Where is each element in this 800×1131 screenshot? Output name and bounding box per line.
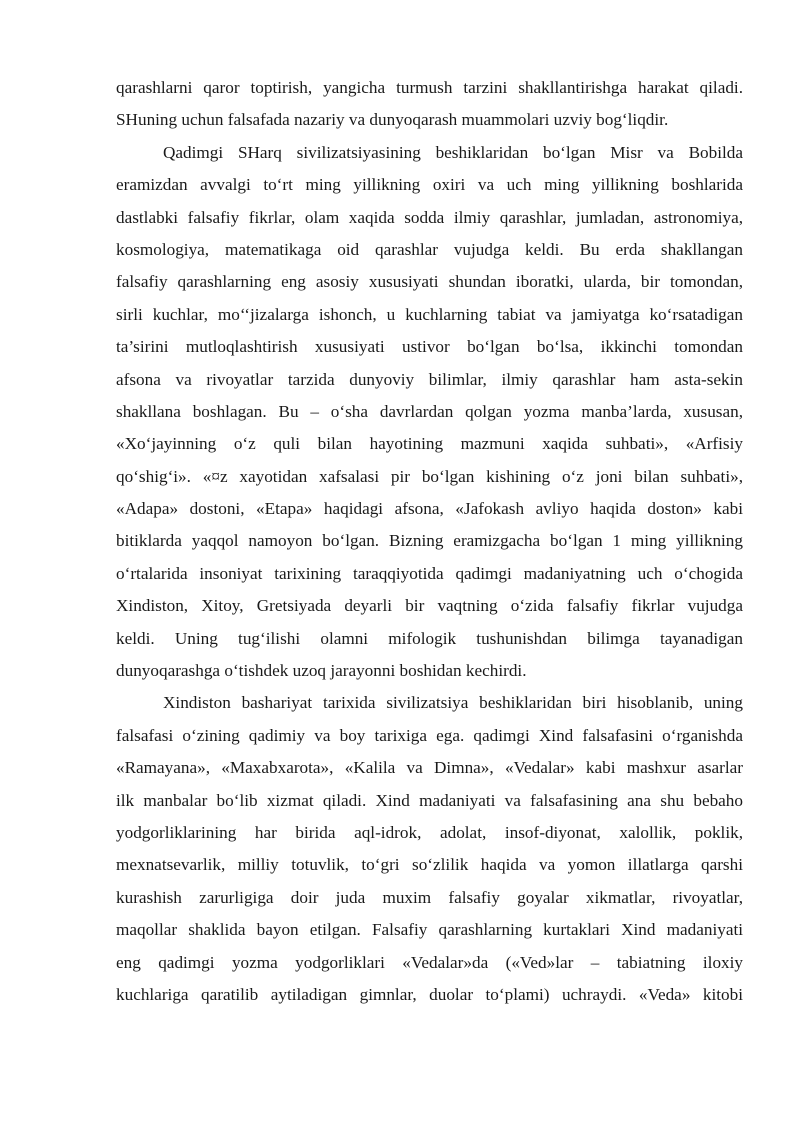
body-text	[116, 72, 743, 1011]
text-line: dastlabki falsafiy fikrlar, olam xaqida sodda ilmiy qarashlar, jumladan, astronomiya,	[116, 207, 743, 227]
text-line: afsona va rivoyatlar tarzida dunyoviy bilimlar, ilmiy qarashlar ham asta-sekin	[116, 369, 743, 389]
text-line: Xindiston bashariyat tarixida sivilizatsiya beshiklaridan biri hisoblanib, uning	[163, 693, 743, 713]
text-line: eng qadimgi yozma yodgorliklari «Vedalar»da («Ved»lar – tabiatning iloxiy	[116, 952, 743, 972]
text-line: kuchlariga qaratilib aytiladigan gimnlar, duolar to‘plami) uchraydi. «Veda» kitobi	[116, 984, 743, 1004]
text-line: shakllana boshlagan. Bu – o‘sha davrlardan qolgan yozma manba’larda, xususan,	[116, 401, 743, 421]
text-line: falsafiy qarashlarning eng asosiy xususiyati shundan iboratki, ularda, bir tomondan,	[116, 272, 743, 292]
text-line: bitiklarda yaqqol namoyon bo‘lgan. Bizning eramizgacha bo‘lgan 1 ming yillikning	[116, 531, 743, 551]
text-line: «Xo‘jayinning o‘z quli bilan hayotining mazmuni xaqida suhbati», «Arfisiy	[116, 434, 743, 454]
text-line: keldi. Uning tug‘ilishi olamni mifologik tushunishdan bilimga tayanadigan	[116, 628, 743, 648]
text-line: SHuning uchun falsafada nazariy va dunyoqarash muammolari uzviy bog‘liqdir.	[116, 110, 669, 130]
text-line: dunyoqarashga o‘tishdek uzoq jarayonni boshidan kechirdi.	[116, 661, 527, 681]
text-line: «Adapa» dostoni, «Etapa» haqidagi afsona, «Jafokash avliyo haqida doston» kabi	[116, 499, 743, 519]
text-line: eramizdan avvalgi to‘rt ming yillikning oxiri va uch ming yillikning boshlarida	[116, 175, 743, 195]
text-line: ilk manbalar bo‘lib xizmat qiladi. Xind madaniyati va falsafasining ana shu bebaho	[116, 790, 743, 810]
text-line: mexnatsevarlik, milliy totuvlik, to‘gri so‘zlilik haqida va yomon illatlarga qarshi	[116, 855, 743, 875]
text-line: yodgorliklarining har birida aql-idrok, adolat, insof-diyonat, xalollik, poklik,	[116, 822, 743, 842]
text-line: falsafasi o‘zining qadimiy va boy tarixiga ega. qadimgi Xind falsafasini o‘rganishda	[116, 725, 743, 745]
text-line: ta’sirini mutloqlashtirish xususiyati ustivor bo‘lgan bo‘lsa, ikkinchi tomondan	[116, 337, 743, 357]
text-line: Xindiston, Xitoy, Gretsiyada deyarli bir vaqtning o‘zida falsafiy fikrlar vujudga	[116, 596, 743, 616]
text-line: Qadimgi SHarq sivilizatsiyasining beshiklaridan bo‘lgan Misr va Bobilda	[163, 142, 743, 162]
text-line: o‘rtalarida insoniyat tarixining taraqqiyotida qadimgi madaniyatning uch o‘chogida	[116, 563, 743, 583]
text-line: qo‘shig‘i». «¤z xayotidan xafsalasi pir bo‘lgan kishining o‘z joni bilan suhbati»,	[116, 466, 743, 486]
text-line: «Ramayana», «Maxabxarota», «Kalila va Dimna», «Vedalar» kabi mashxur asarlar	[116, 758, 743, 778]
text-line: kosmologiya, matematikaga oid qarashlar vujudga keldi. Bu erda shakllangan	[116, 239, 743, 259]
text-line: maqollar shaklida bayon etilgan. Falsafiy qarashlarning kurtaklari Xind madaniyati	[116, 920, 743, 940]
text-line: sirli kuchlar, mo‘‘jizalarga ishonch, u kuchlarning tabiat va jamiyatga ko‘rsatadigan	[116, 304, 743, 324]
text-line: kurashish zarurligiga doir juda muxim falsafiy goyalar xikmatlar, rivoyatlar,	[116, 887, 743, 907]
text-line: qarashlarni qaror toptirish, yangicha turmush tarzini shakllantirishga harakat qiladi.	[116, 78, 743, 97]
